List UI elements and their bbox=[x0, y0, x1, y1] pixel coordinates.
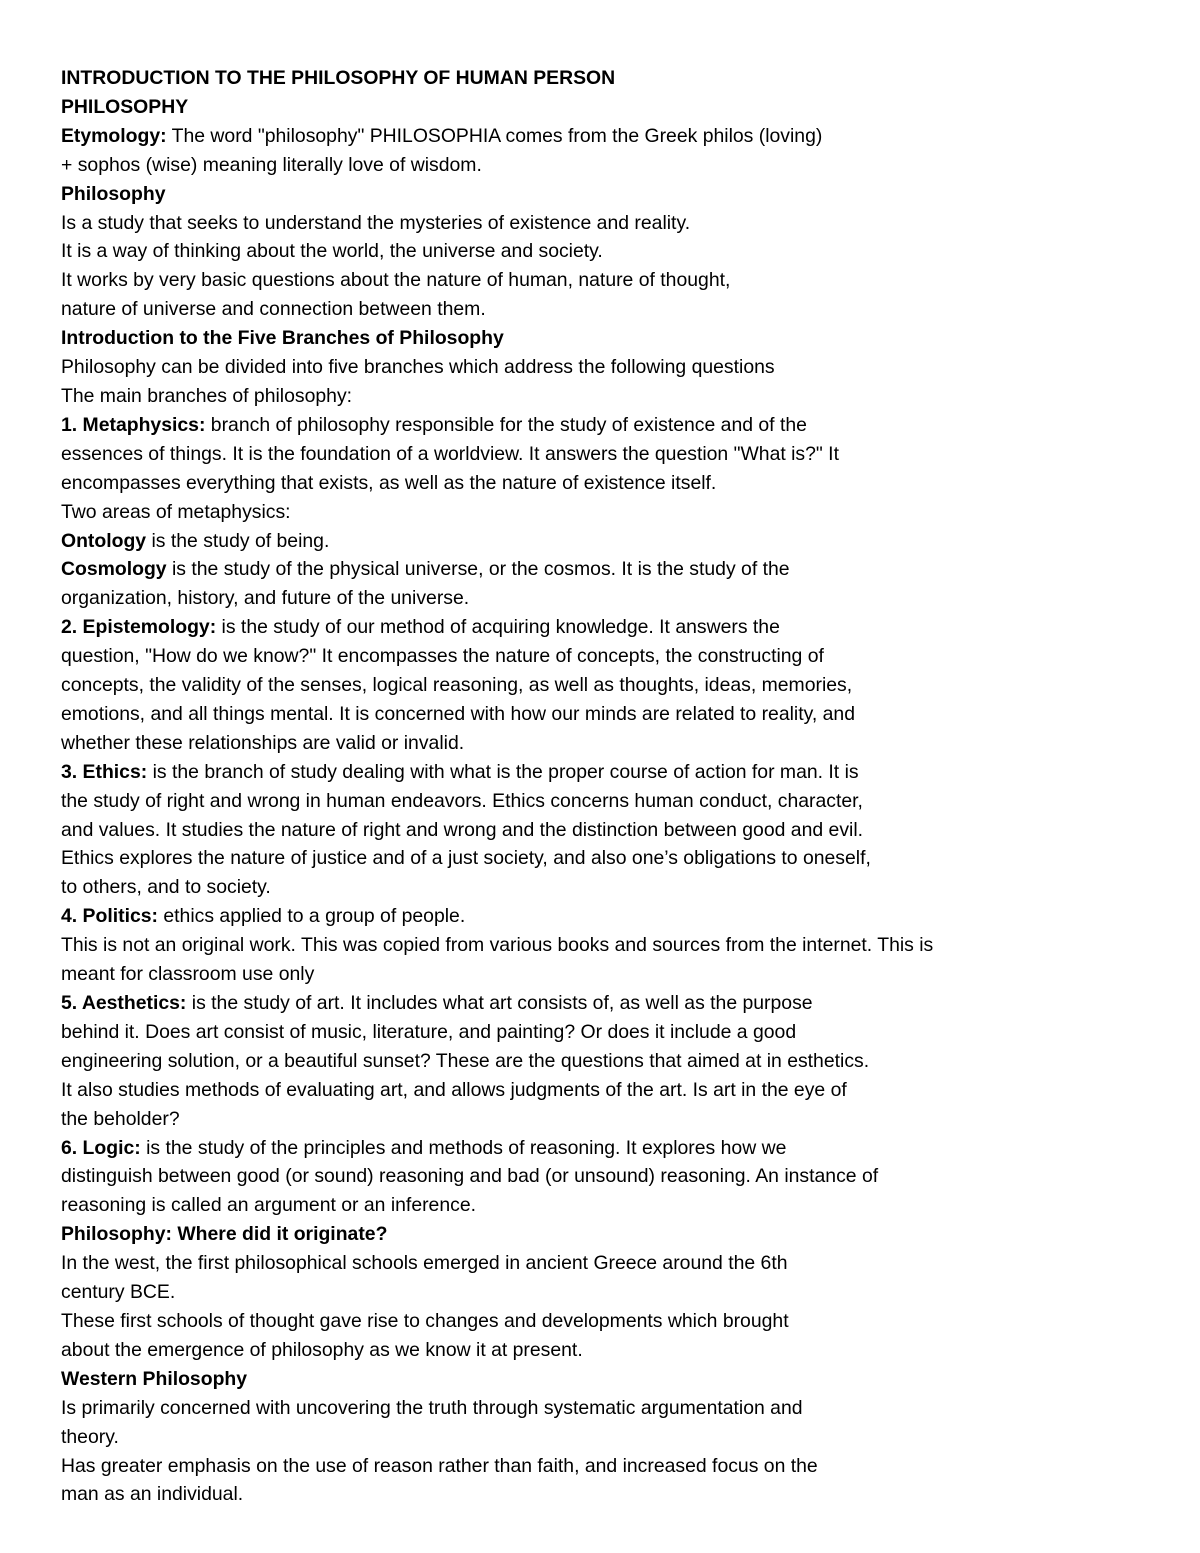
bold-term: 5. Aesthetics: bbox=[61, 992, 187, 1014]
line-text: about the emergence of philosophy as we know it at present. bbox=[61, 1338, 583, 1361]
line-text: Philosophy can be divided into five branches which address the following questions bbox=[61, 356, 775, 379]
line-text: to others, and to society. bbox=[61, 876, 271, 899]
text-line bbox=[61, 1278, 1141, 1307]
text-line bbox=[61, 180, 1141, 209]
line-text: encompasses everything that exists, as well as the nature of existence itself. bbox=[61, 471, 717, 494]
line-text: essences of things. It is the foundation of a worldview. It answers the question "What is?" It bbox=[61, 442, 839, 465]
text-line bbox=[61, 498, 1141, 527]
text-line bbox=[61, 700, 1141, 729]
line-text: engineering solution, or a beautiful sunset? These are the questions that aimed at in esthetics. bbox=[61, 1049, 870, 1072]
line-text: is the study of art. It includes what art consists of, as well as the purpose bbox=[186, 992, 813, 1014]
text-line bbox=[61, 527, 1141, 556]
line-text: man as an individual. bbox=[61, 1483, 244, 1506]
line-text: Is primarily concerned with uncovering the truth through systematic argumentation and bbox=[61, 1396, 803, 1419]
text-line bbox=[61, 1018, 1141, 1047]
text-line bbox=[61, 1162, 1141, 1191]
text-line bbox=[61, 671, 1141, 700]
line-text: is the study of the physical universe, or the cosmos. It is the study of the bbox=[166, 558, 790, 581]
line-text: It works by very basic questions about the nature of human, nature of thought, bbox=[61, 269, 731, 292]
line-text: is the study of the principles and methods of reasoning. It explores how we bbox=[140, 1136, 787, 1159]
line-text: Is a study that seeks to understand the mysteries of existence and reality. bbox=[61, 211, 691, 234]
text-line bbox=[61, 1047, 1141, 1076]
text-line bbox=[61, 613, 1141, 642]
text-line bbox=[61, 266, 1141, 295]
bold-term: Western Philosophy bbox=[61, 1367, 248, 1390]
text-line bbox=[61, 1191, 1141, 1220]
text-line bbox=[61, 555, 1141, 584]
line-text: emotions, and all things mental. It is concerned with how our minds are related to reality, and bbox=[61, 702, 855, 725]
bold-term: Philosophy bbox=[61, 182, 166, 205]
line-text: nature of universe and connection between them. bbox=[61, 298, 486, 321]
text-line bbox=[61, 411, 1141, 440]
text-line bbox=[61, 237, 1141, 266]
text-line bbox=[61, 758, 1141, 787]
text-line bbox=[61, 1365, 1141, 1394]
bold-term: 2. Epistemology: bbox=[61, 616, 217, 639]
line-text: the study of right and wrong in human endeavors. Ethics concerns human conduct, character, bbox=[61, 789, 863, 812]
line-text: is the study of our method of acquiring knowledge. It answers the bbox=[216, 616, 780, 639]
text-line bbox=[61, 873, 1141, 902]
line-text: century BCE. bbox=[61, 1281, 176, 1304]
line-text: It also studies methods of evaluating art, and allows judgments of the art. Is art in the eye of bbox=[61, 1078, 847, 1101]
text-line bbox=[61, 151, 1141, 180]
text-line bbox=[61, 209, 1141, 238]
bold-term: Ontology bbox=[61, 529, 147, 552]
line-text: is the study of being. bbox=[146, 529, 330, 552]
line-text: Has greater emphasis on the use of reason rather than faith, and increased focus on the bbox=[61, 1454, 818, 1477]
bold-term: 4. Politics: bbox=[61, 905, 158, 928]
text-line bbox=[61, 1452, 1141, 1481]
text-line bbox=[61, 1249, 1141, 1278]
line-text: ethics applied to a group of people. bbox=[157, 905, 466, 928]
text-line bbox=[61, 353, 1141, 382]
bold-term: 3. Ethics: bbox=[61, 760, 148, 783]
text-line bbox=[61, 440, 1141, 469]
line-text: Ethics explores the nature of justice and of a just society, and also one’s obligations to oneself, bbox=[61, 847, 871, 870]
bold-term: 6. Logic: bbox=[61, 1136, 141, 1159]
text-line bbox=[61, 902, 1141, 931]
line-text: These first schools of thought gave rise to changes and developments which brought bbox=[61, 1309, 789, 1332]
text-line bbox=[61, 295, 1141, 324]
text-line bbox=[61, 324, 1141, 353]
text-line bbox=[61, 1134, 1141, 1163]
text-line bbox=[61, 93, 1141, 122]
line-text: The main branches of philosophy: bbox=[61, 384, 353, 407]
bold-term: Introduction to the Five Branches of Philosophy bbox=[61, 327, 504, 350]
text-line bbox=[61, 1336, 1141, 1365]
line-text: whether these relationships are valid or invalid. bbox=[61, 731, 465, 754]
bold-term: 1. Metaphysics: bbox=[61, 413, 206, 436]
line-text: reasoning is called an argument or an inference. bbox=[61, 1194, 476, 1217]
line-text: + sophos (wise) meaning literally love of wisdom. bbox=[61, 153, 482, 176]
line-text: the beholder? bbox=[61, 1107, 180, 1130]
text-line bbox=[61, 1105, 1141, 1134]
text-line bbox=[61, 729, 1141, 758]
bold-term: PHILOSOPHY bbox=[61, 95, 189, 118]
line-text: organization, history, and future of the universe. bbox=[61, 587, 470, 610]
line-text: question, "How do we know?" It encompasses the nature of concepts, the constructing of bbox=[61, 645, 824, 668]
text-line bbox=[61, 1076, 1141, 1105]
text-line bbox=[61, 1220, 1141, 1249]
text-line bbox=[61, 122, 1141, 151]
line-text: meant for classroom use only bbox=[61, 963, 315, 986]
text-line bbox=[61, 844, 1141, 873]
line-text: distinguish between good (or sound) reasoning and bad (or unsound) reasoning. An instance of bbox=[61, 1165, 879, 1188]
document-page bbox=[61, 64, 1141, 1509]
text-line bbox=[61, 787, 1141, 816]
bold-term: Philosophy: Where did it originate? bbox=[61, 1223, 388, 1246]
text-line bbox=[61, 1423, 1141, 1452]
text-line bbox=[61, 1394, 1141, 1423]
line-text: It is a way of thinking about the world, the universe and society. bbox=[61, 240, 603, 263]
text-line bbox=[61, 382, 1141, 411]
line-text: branch of philosophy responsible for the study of existence and of the bbox=[205, 413, 807, 436]
document-body bbox=[61, 93, 1141, 1509]
line-text: concepts, the validity of the senses, logical reasoning, as well as thoughts, ideas, memories, bbox=[61, 674, 853, 697]
text-line bbox=[61, 931, 1141, 960]
bold-term: Cosmology bbox=[61, 558, 167, 581]
text-line bbox=[61, 989, 1141, 1018]
line-text: Two areas of metaphysics: bbox=[61, 500, 291, 523]
text-line bbox=[61, 642, 1141, 671]
line-text: theory. bbox=[61, 1425, 119, 1448]
text-line bbox=[61, 816, 1141, 845]
text-line bbox=[61, 1307, 1141, 1336]
text-line bbox=[61, 960, 1141, 989]
document-title: INTRODUCTION TO THE PHILOSOPHY OF HUMAN PERSON bbox=[61, 67, 616, 89]
line-text: is the branch of study dealing with what is the proper course of action for man. It is bbox=[147, 760, 859, 783]
line-text: This is not an original work. This was copied from various books and sources from the internet. This is bbox=[61, 934, 934, 957]
line-text: In the west, the first philosophical schools emerged in ancient Greece around the 6th bbox=[61, 1252, 788, 1275]
line-text: The word "philosophy" PHILOSOPHIA comes from the Greek philos (loving) bbox=[166, 124, 823, 147]
text-line bbox=[61, 1480, 1141, 1509]
text-line bbox=[61, 584, 1141, 613]
bold-term: Etymology: bbox=[61, 124, 167, 147]
text-line bbox=[61, 469, 1141, 498]
line-text: and values. It studies the nature of right and wrong and the distinction between good and evil. bbox=[61, 818, 864, 841]
line-text: behind it. Does art consist of music, literature, and painting? Or does it include a good bbox=[61, 1020, 797, 1043]
